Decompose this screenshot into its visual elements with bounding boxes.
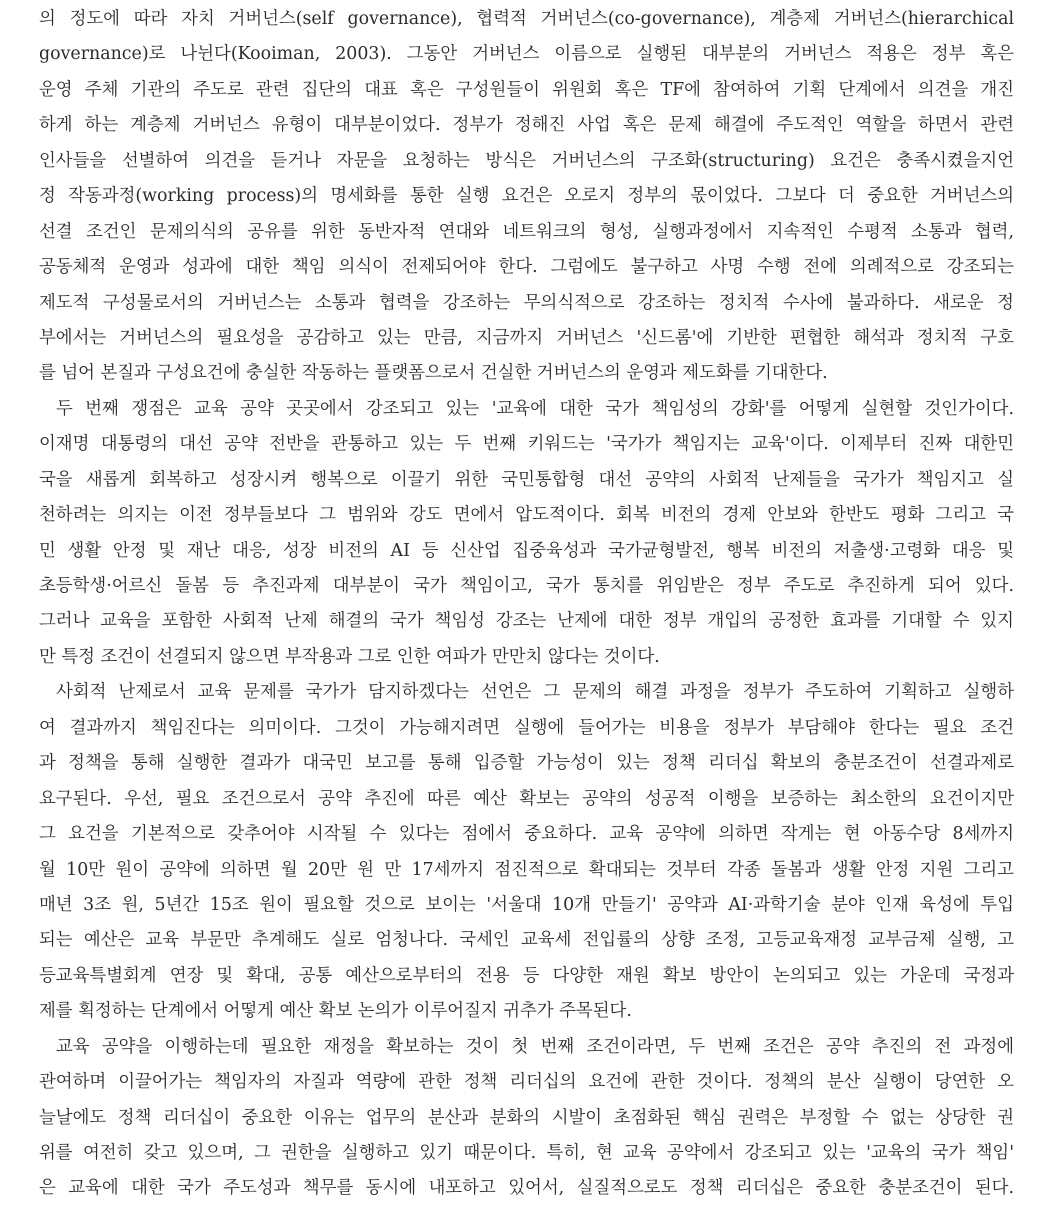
text-line: 그러나 교육을 포함한 사회적 난제 해결의 국가 책임성 강조는 난제에 대한 정부 개입의 공정한 효과를 기대할 수 있지 (39, 611, 1014, 632)
text-line: 를 넘어 본질과 구성요건에 충실한 작동하는 플랫폼으로서 건실한 거버넌스의 운영과 제도화를 기대한다. (39, 363, 828, 384)
text-lines (39, 2, 1014, 1207)
text-line: 위를 여전히 갖고 있으며, 그 권한을 실행하고 있기 때문이다. 특히, 현 교육 공약에서 강조되고 있는 '교육의 국가 책임' (39, 1143, 1014, 1163)
text-line: 사회적 난제로서 교육 문제를 국가가 담지하겠다는 선언은 그 문제의 해결 과정을 정부가 주도하여 기획하고 실행하 (56, 682, 1014, 703)
text-line: 부에서는 거버넌스의 필요성을 공감하고 있는 만큼, 지금까지 거버넌스 '신드롬'에 기반한 편협한 해석과 정치적 구호 (39, 327, 1014, 348)
text-line: 의 정도에 따라 자치 거버넌스(self governance), 협력적 거버넌스(co-governance), 계층제 거버넌스(hierarchical (39, 9, 1014, 29)
text-line: 이재명 대통령의 대선 공약 전반을 관통하고 있는 두 번째 키워드는 '국가가 책임지는 교육'이다. 이제부터 진짜 대한민 (39, 434, 1014, 455)
text-line: 운영 주체 기관의 주도로 관련 집단의 대표 혹은 구성원들이 위원회 혹은 TF에 참여하여 기획 단계에서 의견을 개진 (39, 79, 1014, 100)
text-line: 민 생활 안정 및 재난 대응, 성장 비전의 AI 등 신산업 집중육성과 국가균형발전, 행복 비전의 저출생·고령화 대응 및 (39, 540, 1014, 561)
text-line: 은 교육에 대한 국가 주도성과 책무를 동시에 내포하고 있어서, 실질적으로도 정책 리더십은 중요한 충분조건이 된다. (39, 1178, 1014, 1199)
text-line: governance)로 나뉜다(Kooiman, 2003). 그동안 거버넌스 이름으로 실행된 대부분의 거버넌스 적용은 정부 혹은 (39, 44, 1014, 65)
text-line: 되는 예산은 교육 부문만 추계해도 실로 엄청나다. 국세인 교육세 전입률의 상향 조정, 고등교육재정 교부금제 실행, 고 (39, 930, 1014, 951)
text-line: 교육 공약을 이행하는데 필요한 재정을 확보하는 것이 첫 번째 조건이라면, 두 번째 조건은 공약 추진의 전 과정에 (56, 1036, 1014, 1057)
text-line: 천하려는 의지는 이전 정부들보다 그 범위와 강도 면에서 압도적이다. 회복 비전의 경제 안보와 한반도 평화 그리고 국 (39, 505, 1014, 526)
text-line: 하게 하는 계층제 거버넌스 유형이 대부분이었다. 정부가 정해진 사업 혹은 문제 해결에 주도적인 역할을 하면서 관련 (39, 115, 1014, 136)
text-line: 두 번째 쟁점은 교육 공약 곳곳에서 강조되고 있는 '교육에 대한 국가 책임성의 강화'를 어떻게 실현할 것인가이다. (56, 398, 1014, 419)
text-line: 매년 3조 원, 5년간 15조 원이 필요할 것으로 보이는 '서울대 10개 만들기' 공약과 AI·과학기술 분야 인재 육성에 투입 (39, 894, 1014, 915)
text-line: 초등학생·어르신 돌봄 등 추진과제 대부분이 국가 책임이고, 국가 통치를 위임받은 정부 주도로 추진하게 되어 있다. (39, 576, 1014, 596)
text-line: 요구된다. 우선, 필요 조건으로서 공약 추진에 따른 예산 확보는 공약의 성공적 이행을 보증하는 최소한의 요건이지만 (39, 788, 1014, 809)
text-line: 과 정책을 통해 실행한 결과가 대국민 보고를 통해 입증할 가능성이 있는 정책 리더십 확보의 충분조건이 선결과제로 (39, 753, 1014, 774)
text-line: 제를 획정하는 단계에서 어떻게 예산 확보 논의가 이루어질지 귀추가 주목된다. (39, 1001, 632, 1022)
text-line: 월 10만 원이 공약에 의하면 월 20만 원 만 17세까지 점진적으로 확대되는 것부터 각종 돌봄과 생활 안정 지원 그리고 (39, 859, 1014, 880)
text-line: 국을 새롭게 회복하고 성장시켜 행복으로 이끌기 위한 국민통합형 대선 공약의 사회적 난제들을 국가가 책임지고 실 (39, 469, 1014, 490)
text-line: 공동체적 운영과 성과에 대한 책임 의식이 전제되어야 한다. 그럼에도 불구하고 사명 수행 전에 의례적으로 강조되는 (39, 257, 1014, 278)
text-line: 늘날에도 정책 리더십이 중요한 이유는 업무의 분산과 분화의 시발이 초점화된 핵심 권력은 부정할 수 없는 상당한 권 (39, 1107, 1014, 1128)
text-line: 제도적 구성물로서의 거버넌스는 소통과 협력을 강조하는 무의식적으로 강조하는 정치적 수사에 불과하다. 새로운 정 (39, 292, 1014, 313)
text-line: 등교육특별회계 연장 및 확대, 공통 예산으로부터의 전용 등 다양한 재원 확보 방안이 논의되고 있는 가운데 국정과 (39, 965, 1014, 986)
text-line: 여 결과까지 책임진다는 의미이다. 그것이 가능해지려면 실행에 들어가는 비용을 정부가 부담해야 한다는 필요 조건 (39, 717, 1014, 738)
text-line: 인사들을 선별하여 의견을 듣거나 자문을 요청하는 방식은 거버넌스의 구조화(structuring) 요건은 충족시켰을지언 (39, 150, 1014, 171)
text-line: 만 특정 조건이 선결되지 않으면 부작용과 그로 인한 여파가 만만치 않다는 것이다. (39, 646, 660, 667)
text-line: 정 작동과정(working process)의 명세화를 통한 실행 요건은 오로지 정부의 몫이었다. 그보다 더 중요한 거버넌스의 (39, 186, 1014, 207)
text-line: 관여하며 이끌어가는 책임자의 자질과 역량에 관한 정책 리더십의 요건에 관한 것이다. 정책의 분산 실행이 당연한 오 (39, 1072, 1014, 1093)
text-line: 선결 조건인 문제의식의 공유를 위한 동반자적 연대와 네트워크의 형성, 실행과정에서 지속적인 수평적 소통과 협력, (39, 221, 1014, 242)
document-body (39, 2, 1014, 1207)
text-line: 그 요건을 기본적으로 갖추어야 시작될 수 있다는 점에서 중요하다. 교육 공약에 의하면 작게는 현 아동수당 8세까지 (39, 824, 1014, 845)
